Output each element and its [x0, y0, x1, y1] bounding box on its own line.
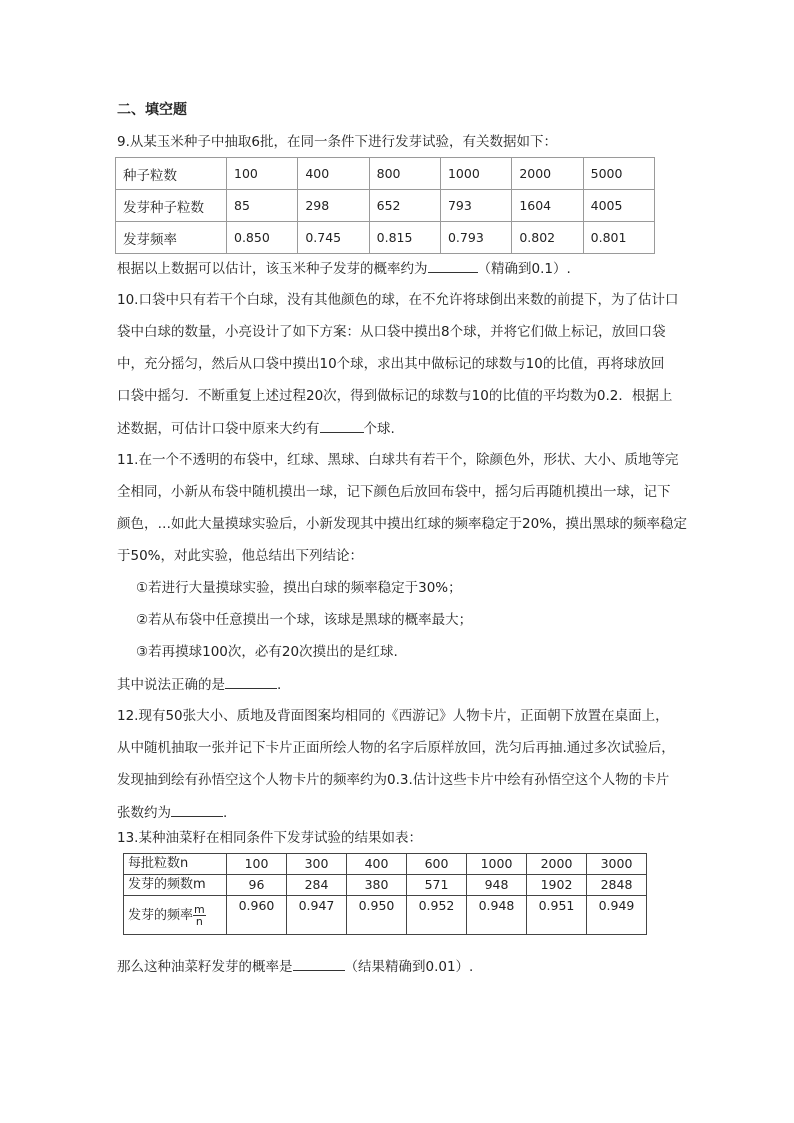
table-cell: 0.949: [587, 896, 647, 935]
table-row: [124, 875, 647, 896]
q10-line: 10.口袋中只有若干个白球，没有其他颜色的球，在不允许将球倒出来数的前提下，为了估计口: [117, 292, 679, 308]
table-row: [124, 854, 647, 875]
answer-blank[interactable]: [225, 674, 277, 689]
row-header: 发芽频率: [116, 222, 227, 254]
table-cell: 0.951: [527, 896, 587, 935]
table-cell: 4005: [583, 190, 654, 222]
table-cell: 0.815: [369, 222, 440, 254]
q13-table: [123, 853, 647, 935]
answer-blank[interactable]: [293, 956, 345, 971]
q12-question: [117, 802, 227, 823]
table-cell: 100: [227, 158, 298, 190]
q10-question-text: 述数据，可估计口袋中原来大约有: [117, 421, 320, 437]
q11-question-text: 其中说法正确的是: [117, 677, 225, 693]
q12-question-text: 张数约为: [117, 805, 171, 821]
table-cell: 0.950: [347, 896, 407, 935]
q12-line: 发现抽到绘有孙悟空这个人物卡片的频率约为0.3.估计这些卡片中绘有孙悟空这个人物的卡片: [117, 772, 670, 788]
fraction-m-over-n: [193, 904, 206, 927]
table-row: [116, 158, 655, 190]
row-header-text: 发芽的频率: [128, 907, 194, 923]
table-cell: 5000: [583, 158, 654, 190]
table-cell: 400: [347, 854, 407, 875]
q9-table: [115, 157, 655, 254]
table-cell: 85: [227, 190, 298, 222]
table-cell: 380: [347, 875, 407, 896]
table-cell: 800: [369, 158, 440, 190]
q13-question-suffix: （结果精确到0.01）.: [344, 959, 474, 975]
table-cell: 2848: [587, 875, 647, 896]
row-header: [124, 896, 227, 935]
q11-option: ①若进行大量摸球实验，摸出白球的频率稳定于30%；: [136, 580, 462, 596]
table-cell: 0.850: [227, 222, 298, 254]
table-cell: 1902: [527, 875, 587, 896]
q12-line: 12.现有50张大小、质地及背面图案均相同的《西游记》人物卡片，正面朝下放置在桌面上，: [117, 708, 669, 724]
table-cell: 298: [298, 190, 369, 222]
q13-question: [117, 956, 473, 977]
table-cell: 0.947: [287, 896, 347, 935]
q10-question-suffix: 个球.: [363, 421, 395, 437]
q11-question: [117, 674, 281, 695]
q11-line: 11.在一个不透明的布袋中，红球、黑球、白球共有若干个，除颜色外，形状、大小、质地等完: [117, 452, 679, 468]
q10-line: 中，充分摇匀，然后从口袋中摸出10个球，求出其中做标记的球数与10的比值，再将球放回: [117, 356, 665, 372]
q11-question-suffix: .: [277, 677, 282, 693]
table-cell: 0.952: [407, 896, 467, 935]
table-cell: 793: [440, 190, 511, 222]
q9-intro: 9.从某玉米种子中抽取6批，在同一条件下进行发芽试验，有关数据如下：: [117, 134, 557, 150]
table-cell: 400: [298, 158, 369, 190]
table-cell: 284: [287, 875, 347, 896]
table-cell: 1000: [440, 158, 511, 190]
table-cell: 0.802: [512, 222, 583, 254]
q11-option: ②若从布袋中任意摸出一个球，该球是黑球的概率最大；: [136, 612, 473, 628]
q12-line: 从中随机抽取一张并记下卡片正面所绘人物的名字后原样放回，洗匀后再抽.通过多次试验后，: [117, 740, 675, 756]
table-cell: 652: [369, 190, 440, 222]
answer-blank[interactable]: [320, 418, 364, 433]
q10-line: 口袋中摇匀．不断重复上述过程20次，得到做标记的球数与10的比值的平均数为0.2．根据上: [117, 388, 673, 404]
section-heading: 二、填空题: [117, 102, 187, 118]
table-cell: 0.960: [227, 896, 287, 935]
table-cell: 0.793: [440, 222, 511, 254]
q11-option: ③若再摸球100次，必有20次摸出的是红球.: [136, 644, 398, 660]
table-cell: 96: [227, 875, 287, 896]
q9-question-text: 根据以上数据可以估计，该玉米种子发芽的概率约为: [117, 261, 428, 277]
table-cell: 2000: [527, 854, 587, 875]
answer-blank[interactable]: [171, 802, 223, 817]
table-cell: 571: [407, 875, 467, 896]
answer-blank[interactable]: [428, 258, 478, 273]
q13-intro: 13.某种油菜籽在相同条件下发芽试验的结果如表：: [117, 830, 422, 846]
row-header: 发芽种子粒数: [116, 190, 227, 222]
q11-line: 颜色，…如此大量摸球实验后，小新发现其中摸出红球的频率稳定于20%，摸出黑球的频率稳定: [117, 516, 688, 532]
table-row: [116, 222, 655, 254]
table-row: [124, 896, 647, 935]
row-header: 发芽的频数m: [124, 875, 227, 896]
q9-question-suffix: （精确到0.1）.: [477, 261, 571, 277]
table-cell: 948: [467, 875, 527, 896]
table-cell: 0.948: [467, 896, 527, 935]
q10-question: [117, 418, 395, 439]
q11-line: 于50%，对此实验，他总结出下列结论：: [117, 548, 364, 564]
q9-question: [117, 258, 571, 279]
table-cell: 0.745: [298, 222, 369, 254]
table-cell: 2000: [512, 158, 583, 190]
q11-line: 全相同，小新从布袋中随机摸出一球，记下颜色后放回布袋中，摇匀后再随机摸出一球，记下: [117, 484, 671, 500]
row-header: 每批粒数n: [124, 854, 227, 875]
table-row: [116, 190, 655, 222]
table-cell: 100: [227, 854, 287, 875]
q13-question-text: 那么这种油菜籽发芽的概率是: [117, 959, 293, 975]
table-cell: 3000: [587, 854, 647, 875]
q10-line: 袋中白球的数量，小亮设计了如下方案：从口袋中摸出8个球，并将它们做上标记，放回口袋: [117, 324, 666, 340]
table-cell: 1604: [512, 190, 583, 222]
row-header: 种子粒数: [116, 158, 227, 190]
fraction-numerator: m: [194, 902, 205, 916]
table-cell: 300: [287, 854, 347, 875]
table-cell: 0.801: [583, 222, 654, 254]
table-cell: 600: [407, 854, 467, 875]
q12-question-suffix: .: [223, 805, 228, 821]
table-cell: 1000: [467, 854, 527, 875]
fraction-denominator: n: [195, 914, 203, 928]
